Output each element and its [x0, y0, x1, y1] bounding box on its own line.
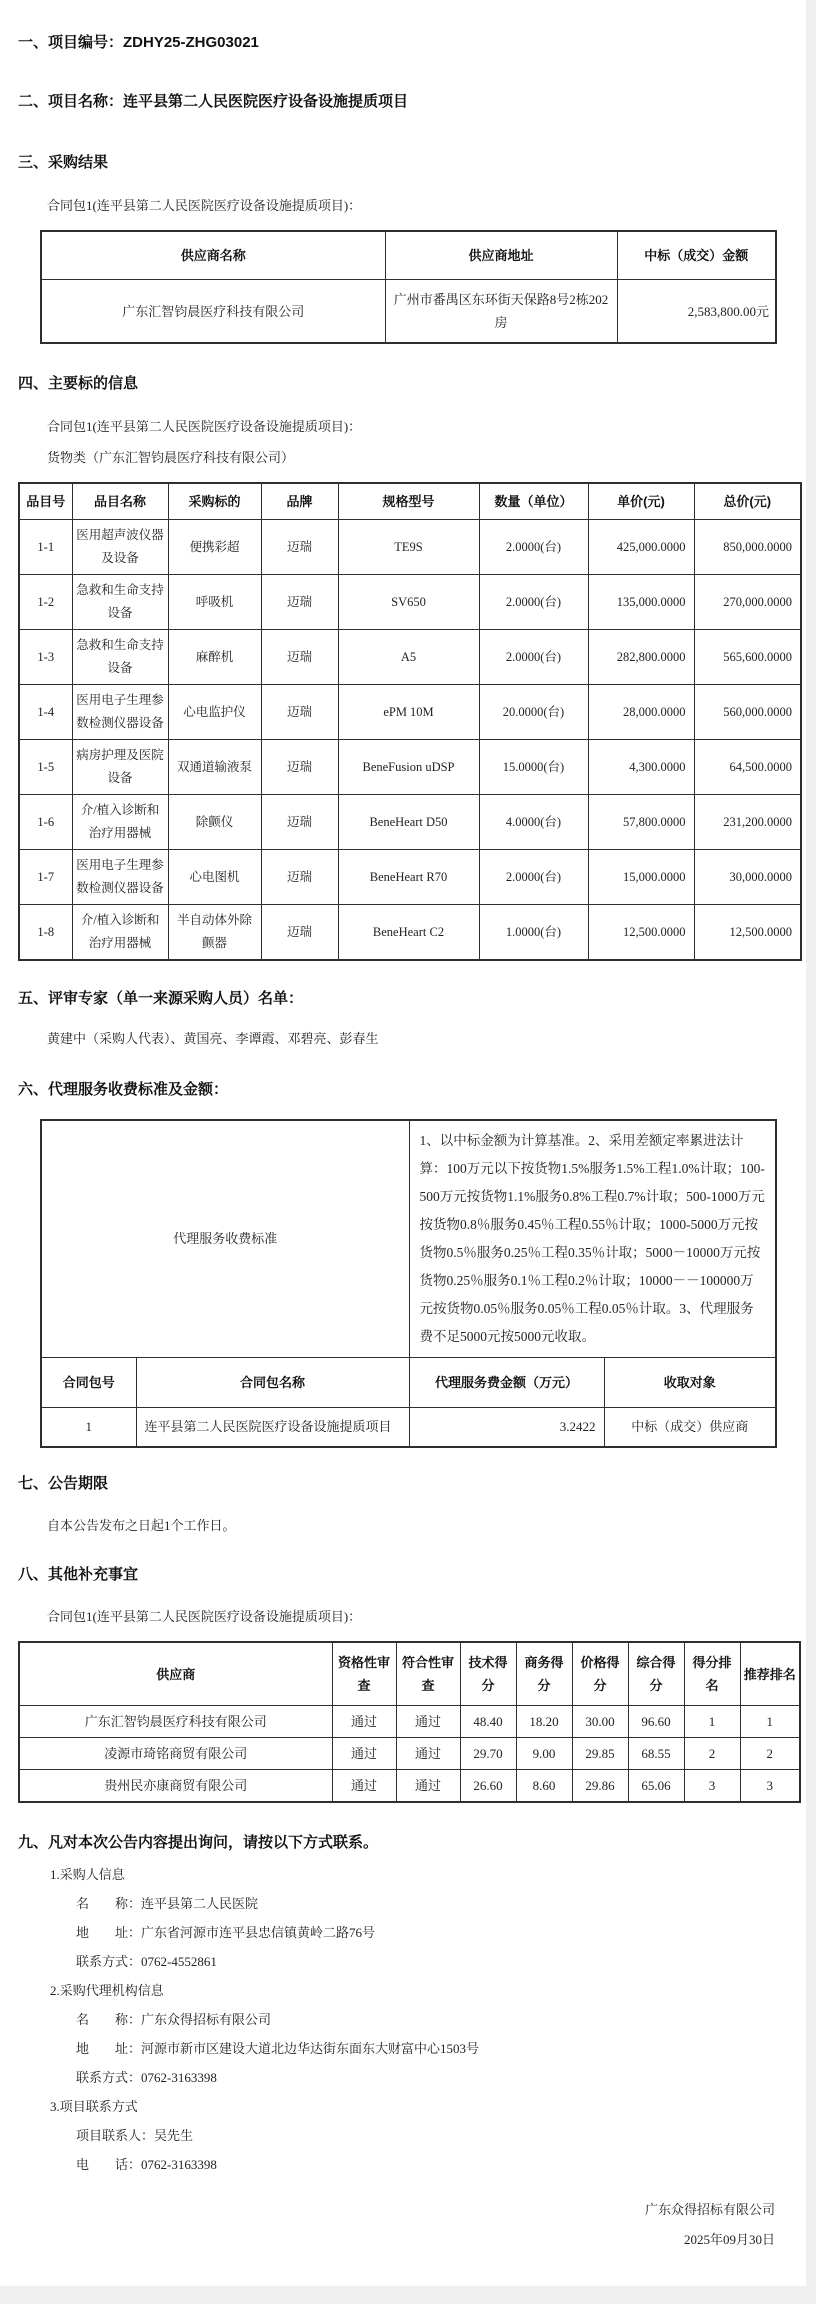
supplier-score-table: [18, 1641, 801, 1803]
table-cell: 迈瑞: [261, 520, 338, 575]
column-header: 合同包号: [41, 1358, 136, 1408]
column-header: 商务得分: [516, 1642, 572, 1706]
table-cell: 3: [684, 1770, 740, 1803]
table-cell: 迈瑞: [261, 740, 338, 795]
table-cell: 9.00: [516, 1738, 572, 1770]
column-header: 供应商: [19, 1642, 332, 1706]
project-number-heading: 一、项目编号：ZDHY25-ZHG03021: [18, 34, 259, 51]
table-cell: 贵州民亦康商贸有限公司: [19, 1770, 332, 1803]
table-cell: 迈瑞: [261, 850, 338, 905]
table-body: [19, 520, 801, 961]
column-header: 数量（单位）: [479, 483, 588, 520]
table-cell: 29.85: [572, 1738, 628, 1770]
column-header: 品牌: [261, 483, 338, 520]
table-cell: 2,583,800.00元: [617, 280, 776, 344]
table-cell: 通过: [332, 1738, 396, 1770]
table-cell: 850,000.0000: [694, 520, 801, 575]
table-cell: 4.0000(台): [479, 795, 588, 850]
table-cell: 介/植入诊断和治疗用器械: [72, 795, 168, 850]
table-cell: 除颤仪: [168, 795, 261, 850]
column-header: 单价(元): [588, 483, 694, 520]
table-cell: ePM 10M: [338, 685, 479, 740]
table-cell: 便携彩超: [168, 520, 261, 575]
table-cell: 迈瑞: [261, 685, 338, 740]
table-cell: 1: [740, 1706, 800, 1738]
document-footer: [12, 2195, 775, 2255]
table-cell: A5: [338, 630, 479, 685]
table-cell: 3.2422: [409, 1408, 604, 1448]
notice-period-heading: 七、公告期限: [18, 1475, 109, 1492]
table-cell: 4,300.0000: [588, 740, 694, 795]
purchaser-name: 名 称：连平县第二人民医院: [76, 1896, 259, 1911]
table-cell: 通过: [332, 1770, 396, 1803]
purchaser-info-title: 1.采购人信息: [50, 1867, 125, 1882]
fee-standard-label-cell: 代理服务收费标准: [41, 1120, 409, 1358]
table-cell: 68.55: [628, 1738, 684, 1770]
table-cell: 急救和生命支持设备: [72, 575, 168, 630]
table-cell: 30,000.0000: [694, 850, 801, 905]
column-header: 规格型号: [338, 483, 479, 520]
experts-heading: 五、评审专家（单一来源采购人员）名单：: [18, 990, 304, 1007]
main-targets-heading: 四、主要标的信息: [18, 375, 139, 392]
table-cell: BeneFusion uDSP: [338, 740, 479, 795]
table-cell: 57,800.0000: [588, 795, 694, 850]
experts-names: 黄建中（采购人代表）、黄国亮、李谭霞、邓碧亮、彭春生: [47, 1031, 379, 1046]
table-cell: 连平县第二人民医院医疗设备设施提质项目: [136, 1408, 409, 1448]
supplement-heading: 八、其他补充事宜: [18, 1566, 139, 1583]
table-cell: BeneHeart R70: [338, 850, 479, 905]
supplement-package-line: 合同包1(连平县第二人民医院医疗设备设施提质项目)：: [47, 1609, 362, 1624]
table-cell: 迈瑞: [261, 795, 338, 850]
project-contact-person: 项目联系人：吴先生: [76, 2128, 194, 2143]
procurement-result-table: [40, 230, 777, 344]
table-cell: 医用超声波仪器及设备: [72, 520, 168, 575]
agency-fee-table: [40, 1119, 777, 1448]
result-package-line: 合同包1(连平县第二人民医院医疗设备设施提质项目)：: [47, 198, 362, 213]
table-cell: 1-1: [19, 520, 72, 575]
agency-info-title: 2.采购代理机构信息: [50, 1983, 164, 1998]
table-row: [19, 795, 801, 850]
table-cell: 1-3: [19, 630, 72, 685]
table-cell: 迈瑞: [261, 575, 338, 630]
table-body: [19, 1706, 800, 1803]
table-cell: SV650: [338, 575, 479, 630]
table-row: [41, 1120, 776, 1358]
table-cell: 2: [740, 1738, 800, 1770]
column-header: 符合性审查: [396, 1642, 460, 1706]
column-header: 供应商地址: [385, 231, 617, 280]
table-cell: 半自动体外除颤器: [168, 905, 261, 961]
table-cell: TE9S: [338, 520, 479, 575]
table-row: [19, 905, 801, 961]
table-cell: 双通道输液泵: [168, 740, 261, 795]
contact-heading: 九、凡对本次公告内容提出询问，请按以下方式联系。: [18, 1834, 379, 1851]
table-row: [19, 685, 801, 740]
table-cell: 18.20: [516, 1706, 572, 1738]
table-cell: 麻醉机: [168, 630, 261, 685]
table-header-row: [41, 231, 776, 280]
column-header: 中标（成交）金额: [617, 231, 776, 280]
table-cell: 介/植入诊断和治疗用器械: [72, 905, 168, 961]
purchaser-phone: 联系方式：0762-4552861: [76, 1954, 217, 1969]
table-cell: 迈瑞: [261, 630, 338, 685]
table-cell: 心电监护仪: [168, 685, 261, 740]
table-cell: 凌源市琦铭商贸有限公司: [19, 1738, 332, 1770]
table-row: [19, 1706, 800, 1738]
table-row: [19, 740, 801, 795]
table-row: [41, 1408, 776, 1448]
goods-items-table: [18, 482, 802, 961]
column-header: 资格性审查: [332, 1642, 396, 1706]
table-cell: 270,000.0000: [694, 575, 801, 630]
table-header-row: [19, 483, 801, 520]
table-cell: 29.86: [572, 1770, 628, 1803]
table-row: [19, 1770, 800, 1803]
table-cell: 1.0000(台): [479, 905, 588, 961]
table-cell: 3: [740, 1770, 800, 1803]
table-cell: 565,600.0000: [694, 630, 801, 685]
column-header: 合同包名称: [136, 1358, 409, 1408]
table-cell: 28,000.0000: [588, 685, 694, 740]
table-cell: 1: [684, 1706, 740, 1738]
table-body: [41, 280, 776, 344]
column-header: 供应商名称: [41, 231, 385, 280]
table-row: [19, 850, 801, 905]
table-cell: 8.60: [516, 1770, 572, 1803]
table-cell: 1-2: [19, 575, 72, 630]
table-header-row: [41, 1358, 776, 1408]
project-contact-title: 3.项目联系方式: [50, 2099, 138, 2114]
table-cell: 中标（成交）供应商: [604, 1408, 776, 1448]
column-header: 价格得分: [572, 1642, 628, 1706]
table-row: [19, 575, 801, 630]
table-cell: 30.00: [572, 1706, 628, 1738]
agency-fee-heading: 六、代理服务收费标准及金额：: [18, 1081, 229, 1098]
column-header: 品目号: [19, 483, 72, 520]
table-cell: 医用电子生理参数检测仪器设备: [72, 850, 168, 905]
table-cell: 呼吸机: [168, 575, 261, 630]
table-cell: 2.0000(台): [479, 630, 588, 685]
table-cell: 医用电子生理参数检测仪器设备: [72, 685, 168, 740]
table-cell: 2: [684, 1738, 740, 1770]
table-cell: 通过: [396, 1770, 460, 1803]
agency-phone: 联系方式：0762-3163398: [76, 2070, 217, 2085]
table-cell: 560,000.0000: [694, 685, 801, 740]
agency-address: 地 址：河源市新市区建设大道北边华达街东面东大财富中心1503号: [76, 2041, 480, 2056]
table-row: [41, 280, 776, 344]
table-cell: 425,000.0000: [588, 520, 694, 575]
table-cell: BeneHeart C2: [338, 905, 479, 961]
table-cell: 231,200.0000: [694, 795, 801, 850]
table-cell: 病房护理及医院设备: [72, 740, 168, 795]
column-header: 采购标的: [168, 483, 261, 520]
table-cell: 26.60: [460, 1770, 516, 1803]
targets-package-line: 合同包1(连平县第二人民医院医疗设备设施提质项目)：: [47, 419, 362, 434]
project-contact-phone: 电 话：0762-3163398: [76, 2157, 217, 2172]
table-cell: 急救和生命支持设备: [72, 630, 168, 685]
project-name-heading: 二、项目名称：连平县第二人民医院医疗设备设施提质项目: [18, 93, 409, 110]
agency-name: 名 称：广东众得招标有限公司: [76, 2012, 272, 2027]
purchaser-address: 地 址：广东省河源市连平县忠信镇黄岭二路76号: [76, 1925, 376, 1940]
table-cell: 135,000.0000: [588, 575, 694, 630]
table-cell: 12,500.0000: [694, 905, 801, 961]
column-header: 推荐排名: [740, 1642, 800, 1706]
table-cell: 65.06: [628, 1770, 684, 1803]
table-cell: 96.60: [628, 1706, 684, 1738]
column-header: 收取对象: [604, 1358, 776, 1408]
table-cell: 15.0000(台): [479, 740, 588, 795]
table-cell: 通过: [396, 1738, 460, 1770]
table-cell: 广州市番禺区东环街天保路8号2栋202房: [385, 280, 617, 344]
procurement-result-heading: 三、采购结果: [18, 154, 109, 171]
table-cell: 广东汇智钧晨医疗科技有限公司: [19, 1706, 332, 1738]
table-cell: 48.40: [460, 1706, 516, 1738]
fee-standard-text-cell: 1、以中标金额为计算基准。2、采用差额定率累进法计算：100万元以下按货物1.5%服务1.5%工程1.0%计取；100-500万元按货物1.1%服务0.8%工程0.7%计取；500-1000万元按货物0.8％服务0.45％工程0.55％计取；1000-5000万元按货物0.5％服务0.25％工程0.35％计取；5000－10000万元按货物0.25％服务0.1％工程0.2％计取；10000－－100000万元按货物0.05％服务0.05％工程0.05％计取。3、代理服务费不足5000元按5000元收取。: [409, 1120, 776, 1358]
table-cell: 2.0000(台): [479, 850, 588, 905]
table-cell: 29.70: [460, 1738, 516, 1770]
table-row: [19, 630, 801, 685]
targets-category-line: 货物类（广东汇智钧晨医疗科技有限公司）: [47, 450, 295, 465]
table-cell: 通过: [332, 1706, 396, 1738]
table-cell: 1: [41, 1408, 136, 1448]
table-cell: 心电图机: [168, 850, 261, 905]
column-header: 代理服务费金额（万元）: [409, 1358, 604, 1408]
table-cell: 64,500.0000: [694, 740, 801, 795]
table-cell: 1-8: [19, 905, 72, 961]
table-cell: 282,800.0000: [588, 630, 694, 685]
table-cell: BeneHeart D50: [338, 795, 479, 850]
table-row: [19, 1738, 800, 1770]
table-cell: 通过: [396, 1706, 460, 1738]
notice-period-text: 自本公告发布之日起1个工作日。: [47, 1518, 236, 1533]
table-cell: 迈瑞: [261, 905, 338, 961]
table-cell: 2.0000(台): [479, 575, 588, 630]
table-cell: 2.0000(台): [479, 520, 588, 575]
table-row: [19, 520, 801, 575]
table-cell: 1-7: [19, 850, 72, 905]
footer-date: 2025年09月30日: [683, 2232, 775, 2247]
table-cell: 15,000.0000: [588, 850, 694, 905]
column-header: 品目名称: [72, 483, 168, 520]
footer-company: 广东众得招标有限公司: [644, 2202, 775, 2217]
table-cell: 12,500.0000: [588, 905, 694, 961]
column-header: 得分排名: [684, 1642, 740, 1706]
table-cell: 1-5: [19, 740, 72, 795]
column-header: 综合得分: [628, 1642, 684, 1706]
column-header: 技术得分: [460, 1642, 516, 1706]
table-cell: 1-6: [19, 795, 72, 850]
table-header-row: [19, 1642, 800, 1706]
column-header: 总价(元): [694, 483, 801, 520]
table-cell: 广东汇智钧晨医疗科技有限公司: [41, 280, 385, 344]
table-cell: 1-4: [19, 685, 72, 740]
table-cell: 20.0000(台): [479, 685, 588, 740]
